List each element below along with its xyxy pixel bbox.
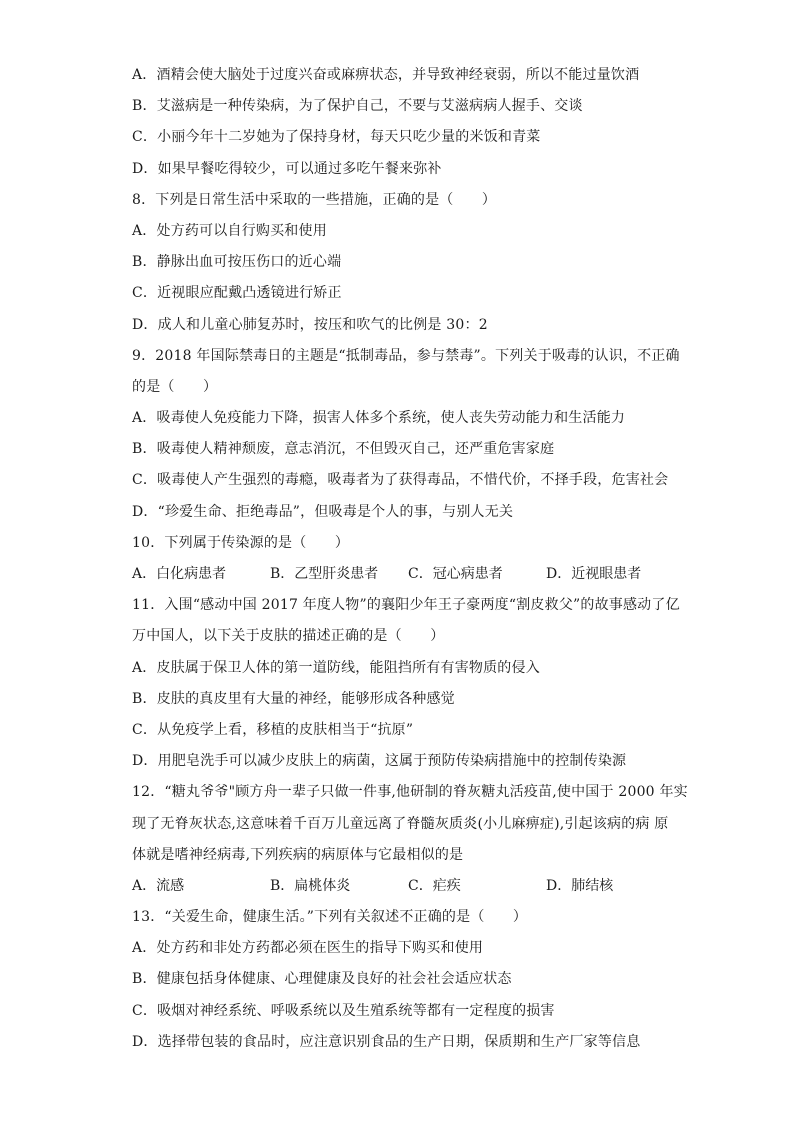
q9-option-b: B．吸毒使人精神颓废，意志消沉，不但毁灭自己，还严重危害家庭 [132, 441, 555, 458]
q7-option-a: A．酒精会使大脑处于过度兴奋或麻痹状态，并导致神经衰弱，所以不能过量饮酒 [132, 67, 640, 83]
q11-option-c: C．从免疫学上看，移植的皮肤相当于“抗原” [132, 721, 414, 738]
q8-option-d: D．成人和儿童心肺复苏时，按压和吹气的比例是 30：2 [132, 316, 488, 333]
q11-stem-line1: 11．入围“感动中国 2017 年度人物”的襄阳少年王子豪两度“割皮救父”的故事感动了亿 [132, 597, 680, 614]
q10-option-b: B．乙型肝炎患者 [270, 566, 379, 582]
q10-stem: 10．下列属于传染源的是（ ） [132, 534, 350, 551]
q12-stem-line3: 体就是嗜神经病毒,下列疾病的病原体与它最相似的是 [132, 846, 464, 863]
q11-option-a: A．皮肤属于保卫人体的第一道防线，能阻挡所有有害物质的侵入 [132, 659, 540, 676]
q12-option-a: A．流感 [132, 877, 185, 894]
q11-option-d: D．用肥皂洗手可以减少皮肤上的病菌，这属于预防传染病措施中的控制传染源 [132, 753, 627, 770]
q12-option-d: D．肺结核 [546, 877, 614, 894]
q10-option-a: A．白化病患者 [132, 566, 227, 582]
q12-options [132, 871, 672, 902]
q13-option-b: B．健康包括身体健康、心理健康及良好的社会社会适应状态 [132, 971, 512, 988]
q13-option-a: A．处方药和非处方药都必须在医生的指导下购买和使用 [132, 940, 484, 957]
q10-options [132, 559, 672, 590]
q9-option-d: D．“珍爱生命、拒绝毒品”，但吸毒是个人的事，与别人无关 [132, 503, 514, 520]
q11-option-b: B．皮肤的真皮里有大量的神经，能够形成各种感觉 [132, 690, 455, 707]
question-list [132, 60, 688, 1058]
q8-option-c: C．近视眼应配戴凸透镜进行矫正 [132, 285, 342, 302]
q7-option-b: B．艾滋病是一种传染病，为了保护自己，不要与艾滋病病人握手、交谈 [132, 98, 583, 115]
q10-option-c: C．冠心病患者 [408, 566, 503, 582]
q13-option-c: C．吸烟对神经系统、呼吸系统以及生殖系统等都有一定程度的损害 [132, 1002, 555, 1019]
q12-option-c: C．疟疾 [408, 877, 461, 894]
q8-option-b: B．静脉出血可按压伤口的近心端 [132, 254, 342, 271]
q9-stem-line2: 的是（ ） [132, 378, 218, 395]
q8-stem: 8．下列是日常生活中采取的一些措施，正确的是（ ） [132, 191, 497, 208]
q10-option-d: D．近视眼患者 [546, 566, 642, 582]
q12-option-b: B．扁桃体炎 [270, 877, 351, 894]
q12-stem-line1: 12．“糖丸爷爷"顾方舟一辈子只做一件事,他研制的脊灰糖丸活疫苗,使中国于 2000 年实 [132, 784, 688, 801]
q11-stem-line2: 万中国人，以下关于皮肤的描述正确的是（ ） [132, 628, 445, 645]
q9-option-c: C．吸毒使人产生强烈的毒瘾，吸毒者为了获得毒品，不惜代价，不择手段，危害社会 [132, 472, 669, 489]
q7-option-c: C．小丽今年十二岁她为了保持身材，每天只吃少量的米饭和青菜 [132, 129, 541, 146]
q9-option-a: A．吸毒使人免疫能力下降，损害人体多个系统，使人丧失劳动能力和生活能力 [132, 410, 626, 427]
q8-option-a: A．处方药可以自行购买和使用 [132, 222, 327, 239]
q13-stem: 13．“关爱生命，健康生活。”下列有关叙述不正确的是（ ） [132, 909, 528, 926]
q7-option-d: D．如果早餐吃得较少，可以通过多吃午餐来弥补 [132, 160, 442, 177]
q12-stem-line2: 现了无脊灰状态,这意味着千百万儿童远离了脊髓灰质炎(小儿麻痹症),引起该病的病 原 [132, 815, 669, 832]
q9-stem-line1: 9．2018 年国际禁毒日的主题是“抵制毒品，参与禁毒”。下列关于吸毒的认识，不正确 [132, 347, 680, 364]
q13-option-d: D．选择带包装的食品时，应注意识别食品的生产日期，保质期和生产厂家等信息 [132, 1033, 641, 1050]
